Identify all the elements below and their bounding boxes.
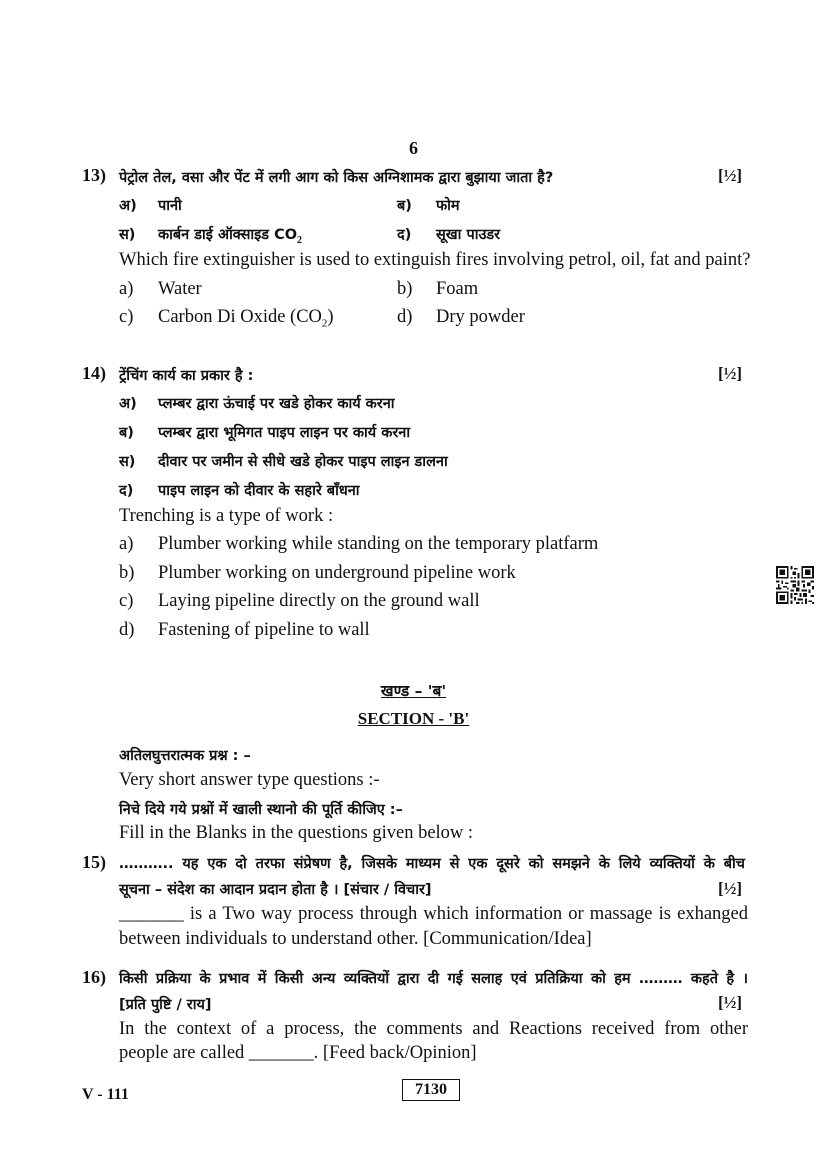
question-number: 15) — [82, 852, 106, 872]
option-text: प्लम्बर द्वारा भूमिगत पाइप लाइन पर कार्य करना — [158, 425, 411, 441]
option-text: Dry powder — [436, 307, 525, 327]
option-label: c) — [119, 591, 134, 611]
option-text: पाइप लाइन को दीवार के सहारे बाँधना — [158, 483, 360, 499]
paper-code: V - 111 — [82, 1086, 129, 1103]
option-label: b) — [119, 563, 135, 583]
question-number: 13) — [82, 165, 106, 185]
option-label: द) — [397, 227, 412, 243]
section-title-hindi: खण्ड – 'ब' — [380, 682, 447, 700]
instruction-hindi: निचे दिये गये प्रश्नों में खाली स्थानो की पूर्ति कीजिए :– — [119, 802, 403, 818]
option-label: ब) — [119, 425, 134, 441]
option-text: दीवार पर जमीन से सीधे खडे होकर पाइप लाइन डालना — [158, 454, 448, 470]
qr-code-icon — [776, 566, 814, 604]
page-code-box: 7130 — [402, 1079, 460, 1101]
option-text: प्लम्बर द्वारा ऊंचाई पर खडे होकर कार्य करना — [158, 396, 395, 412]
question-text-hindi: ट्रेंचिंग कार्य का प्रकार है : — [119, 368, 254, 384]
question-text-hindi: सूचना – संदेश का आदान प्रदान होता है । [संचार / विचार] — [119, 882, 432, 898]
option-text: Plumber working while standing on the temporary platfarm — [158, 534, 599, 554]
option-label: c) — [119, 307, 134, 327]
question-number: 16) — [82, 967, 106, 987]
question-text-english: Which fire extinguisher is used to extinguish fires involving petrol, oil, fat and paint? — [119, 250, 751, 270]
option-label: स) — [119, 454, 136, 470]
option-text: फोम — [436, 198, 460, 214]
option-text: Carbon Di Oxide $(CO_2)$ — [158, 307, 334, 330]
option-label: a) — [119, 279, 134, 299]
page-number: 6 — [409, 138, 418, 158]
question-text-hindi: किसी प्रक्रिया के प्रभाव में किसी अन्य व्यक्तियों द्वारा दी गई सलाह एवं प्रतिक्रिया को हम ……… कहते है । — [119, 971, 748, 987]
option-text: सूखा पाउडर — [436, 227, 501, 243]
subscript: 2 — [297, 234, 303, 246]
option-label: d) — [119, 620, 135, 640]
question-text-english: In the context of a process, the comments and Reactions received from other — [119, 1019, 748, 1039]
question-type-hindi: अतिलघुत्तरात्मक प्रश्न : – — [119, 748, 251, 764]
option-text: Foam — [436, 279, 479, 299]
marks: [½] — [718, 879, 743, 898]
question-text-hindi: ……….. यह एक दो तरफा संप्रेषण है, जिसके माध्यम से एक दूसरे को समझने के लिये व्यक्तियों के बीच — [119, 856, 745, 872]
question-text-hindi: [प्रति पुष्टि / राय] — [119, 997, 212, 1013]
question-text-english: people are called _______. [Feed back/Opinion] — [119, 1043, 477, 1063]
option-label: अ) — [119, 198, 137, 214]
question-text-hindi: पेट्रोल तेल, वसा और पेंट में लगी आग को किस अग्निशामक द्वारा बुझाया जाता है? — [119, 170, 554, 186]
option-label: a) — [119, 534, 134, 554]
option-label: द) — [119, 483, 134, 499]
option-text: Fastening of pipeline to wall — [158, 620, 370, 640]
question-text-english: _______ is a Two way process through which information or massage is exhanged — [119, 904, 748, 924]
option-text: पानी — [158, 198, 182, 214]
option-label: d) — [397, 307, 413, 327]
section-title-english: SECTION - 'B' — [357, 709, 470, 728]
instruction-english: Fill in the Blanks in the questions given below : — [119, 823, 474, 843]
option-label: स) — [119, 227, 136, 243]
option-label: b) — [397, 279, 413, 299]
option-text: कार्बन डाई ऑक्साइड $CO_2$ — [158, 227, 303, 246]
marks: [½] — [718, 166, 743, 185]
marks: [½] — [718, 993, 743, 1012]
option-text: Plumber working on underground pipeline work — [158, 563, 516, 583]
marks: [½] — [718, 364, 743, 383]
option-label: अ) — [119, 396, 137, 412]
question-text-english: between individuals to understand other. [Communication/Idea] — [119, 929, 592, 949]
question-text-english: Trenching is a type of work : — [119, 506, 334, 526]
question-number: 14) — [82, 363, 106, 383]
option-label: ब) — [397, 198, 412, 214]
subscript: 2 — [321, 317, 328, 330]
option-text: Laying pipeline directly on the ground wall — [158, 591, 480, 611]
question-type-english: Very short answer type questions :- — [119, 770, 380, 790]
option-text: Water — [158, 279, 202, 299]
